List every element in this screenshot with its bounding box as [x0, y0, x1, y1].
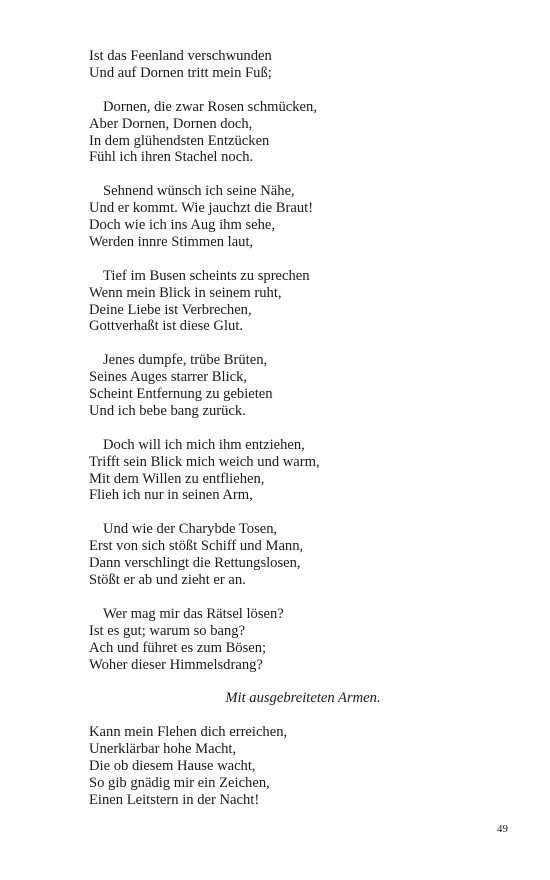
verse-line: Flieh ich nur in seinen Arm, [89, 487, 253, 504]
verse-line: Und er kommt. Wie jauchzt die Braut! [89, 200, 314, 217]
verse-line: Die ob diesem Hause wacht, [89, 757, 256, 774]
verse-line: Fühl ich ihren Stachel noch. [89, 149, 254, 166]
verse-line: Wenn mein Blick in seinem ruht, [89, 284, 282, 301]
verse-line: Ach und führet es zum Bösen; [89, 639, 267, 656]
verse-line: Jenes dumpfe, trübe Brüten, [103, 352, 268, 369]
verse-line: Seines Auges starrer Blick, [89, 369, 248, 386]
verse-line: In dem glühendsten Entzücken [89, 132, 270, 149]
verse-line: Stößt er ab und zieht er an. [89, 572, 246, 588]
verse-line: Ist es gut; warum so bang? [89, 622, 246, 639]
verse-line: Tief im Busen scheints zu sprechen [103, 267, 310, 284]
final-stanza [89, 724, 509, 809]
stanza [89, 99, 509, 167]
verse-line: Erst von sich stößt Schiff und Mann, [89, 538, 304, 555]
stanza-list [89, 48, 509, 673]
verse-line: Unerklärbar hohe Macht, [89, 741, 237, 758]
verse-line: Und auf Dornen tritt mein Fuß; [89, 64, 272, 81]
verse-line: Und wie der Charybde Tosen, [103, 521, 278, 538]
verse-line: Doch wie ich ins Aug ihm sehe, [89, 217, 276, 234]
verse-line: Kann mein Flehen dich erreichen, [89, 724, 288, 741]
verse-line: Scheint Entfernung zu gebieten [89, 386, 273, 403]
verse-line: Trifft sein Blick mich weich und warm, [89, 453, 320, 470]
stanza [89, 352, 509, 420]
verse-line: Werden innre Stimmen laut, [89, 233, 254, 250]
verse-line: Gottverhaßt ist diese Glut. [89, 318, 244, 335]
verse-line: Dann verschlingt die Rettungslosen, [89, 555, 301, 572]
verse-line: Woher dieser Himmelsdrang? [89, 656, 263, 673]
verse-line: Ist das Feenland verschwunden [89, 48, 272, 64]
verse-line: Mit dem Willen zu entfliehen, [89, 470, 265, 487]
verse-line: Deine Liebe ist Verbrechen, [89, 301, 252, 318]
poem-text [89, 48, 509, 826]
verse-line: Doch will ich mich ihm entziehen, [103, 436, 305, 453]
stanza [89, 606, 509, 674]
stanza [89, 268, 509, 336]
verse-line: Aber Dornen, Dornen doch, [89, 115, 253, 132]
verse-line: Wer mag mir das Rätsel lösen? [103, 605, 284, 622]
verse-line: Einen Leitstern in der Nacht! [89, 791, 260, 808]
stanza [89, 437, 509, 505]
verse-line: Sehnend wünsch ich seine Nähe, [103, 183, 295, 200]
stanza [89, 183, 509, 251]
stanza [89, 521, 509, 589]
page-number: 49 [497, 823, 508, 835]
verse-line: Dornen, die zwar Rosen schmücken, [103, 98, 317, 115]
verse-line: Und ich bebe bang zurück. [89, 402, 246, 419]
stanza [89, 48, 509, 82]
verse-line: So gib gnädig mir ein Zeichen, [89, 774, 270, 791]
stage-direction: Mit ausgebreiteten Armen. [225, 690, 381, 707]
